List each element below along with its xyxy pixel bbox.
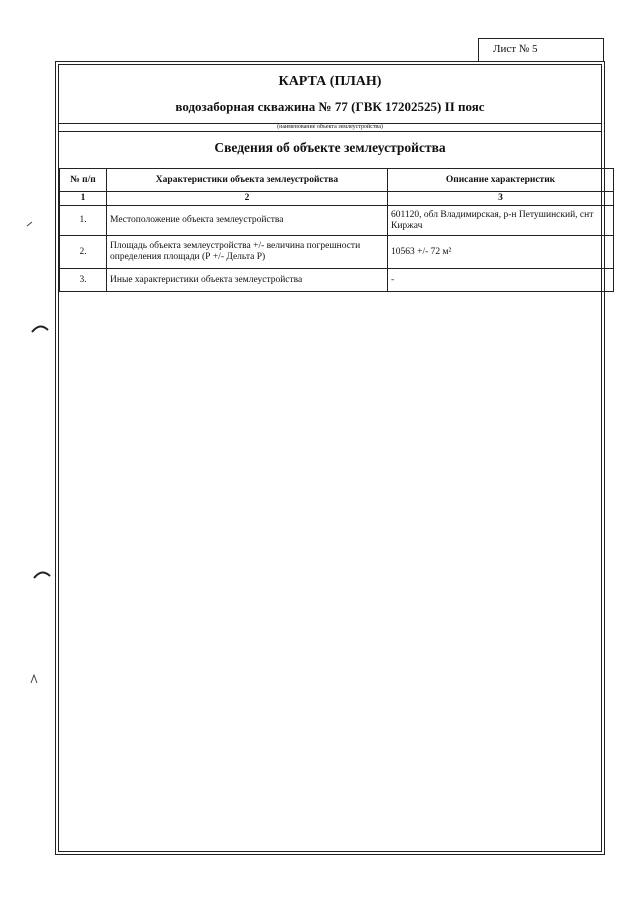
table-row: [60, 206, 614, 236]
row-number: 3.: [60, 269, 107, 292]
document-inner-frame: [58, 64, 602, 852]
row-characteristic: Местоположение объекта землеустройства: [107, 206, 388, 236]
header-number: № п/п: [60, 169, 107, 192]
table-row: [60, 269, 614, 292]
object-info-table: [59, 168, 614, 292]
column-number: 1: [60, 192, 107, 206]
binding-mark-icon: [30, 322, 50, 334]
column-number-row: [60, 192, 614, 206]
table-row: [60, 236, 614, 269]
title-block: [59, 65, 601, 124]
header-characteristic: Характеристики объекта землеустройства: [107, 169, 388, 192]
scan-speck-icon: [29, 673, 39, 685]
row-characteristic: Иные характеристики объекта землеустройства: [107, 269, 388, 292]
row-number: 1.: [60, 206, 107, 236]
sheet-number-label: Лист № 5: [478, 38, 604, 61]
scan-speck-icon: [26, 220, 34, 228]
row-number: 2.: [60, 236, 107, 269]
document-title: КАРТА (ПЛАН): [278, 74, 382, 89]
row-description: -: [388, 269, 614, 292]
name-caption: (наименование объекта землеустройства): [59, 123, 601, 132]
binding-mark-icon: [32, 568, 52, 580]
header-description: Описание характеристик: [388, 169, 614, 192]
table-header-row: [60, 169, 614, 192]
object-name: водозаборная скважина № 77 (ГВК 17202525) II пояс: [175, 99, 485, 114]
column-number: 3: [388, 192, 614, 206]
row-description: 10563 +/- 72 м²: [388, 236, 614, 269]
section-title: Сведения об объекте землеустройства: [214, 140, 446, 155]
row-description: 601120, обл Владимирская, р-н Петушинский, снт Киржач: [388, 206, 614, 236]
document-frame: [55, 61, 605, 855]
row-characteristic: Площадь объекта землеустройства +/- величина погрешности определения площади (Р +/- Дельта Р): [107, 236, 388, 269]
column-number: 2: [107, 192, 388, 206]
